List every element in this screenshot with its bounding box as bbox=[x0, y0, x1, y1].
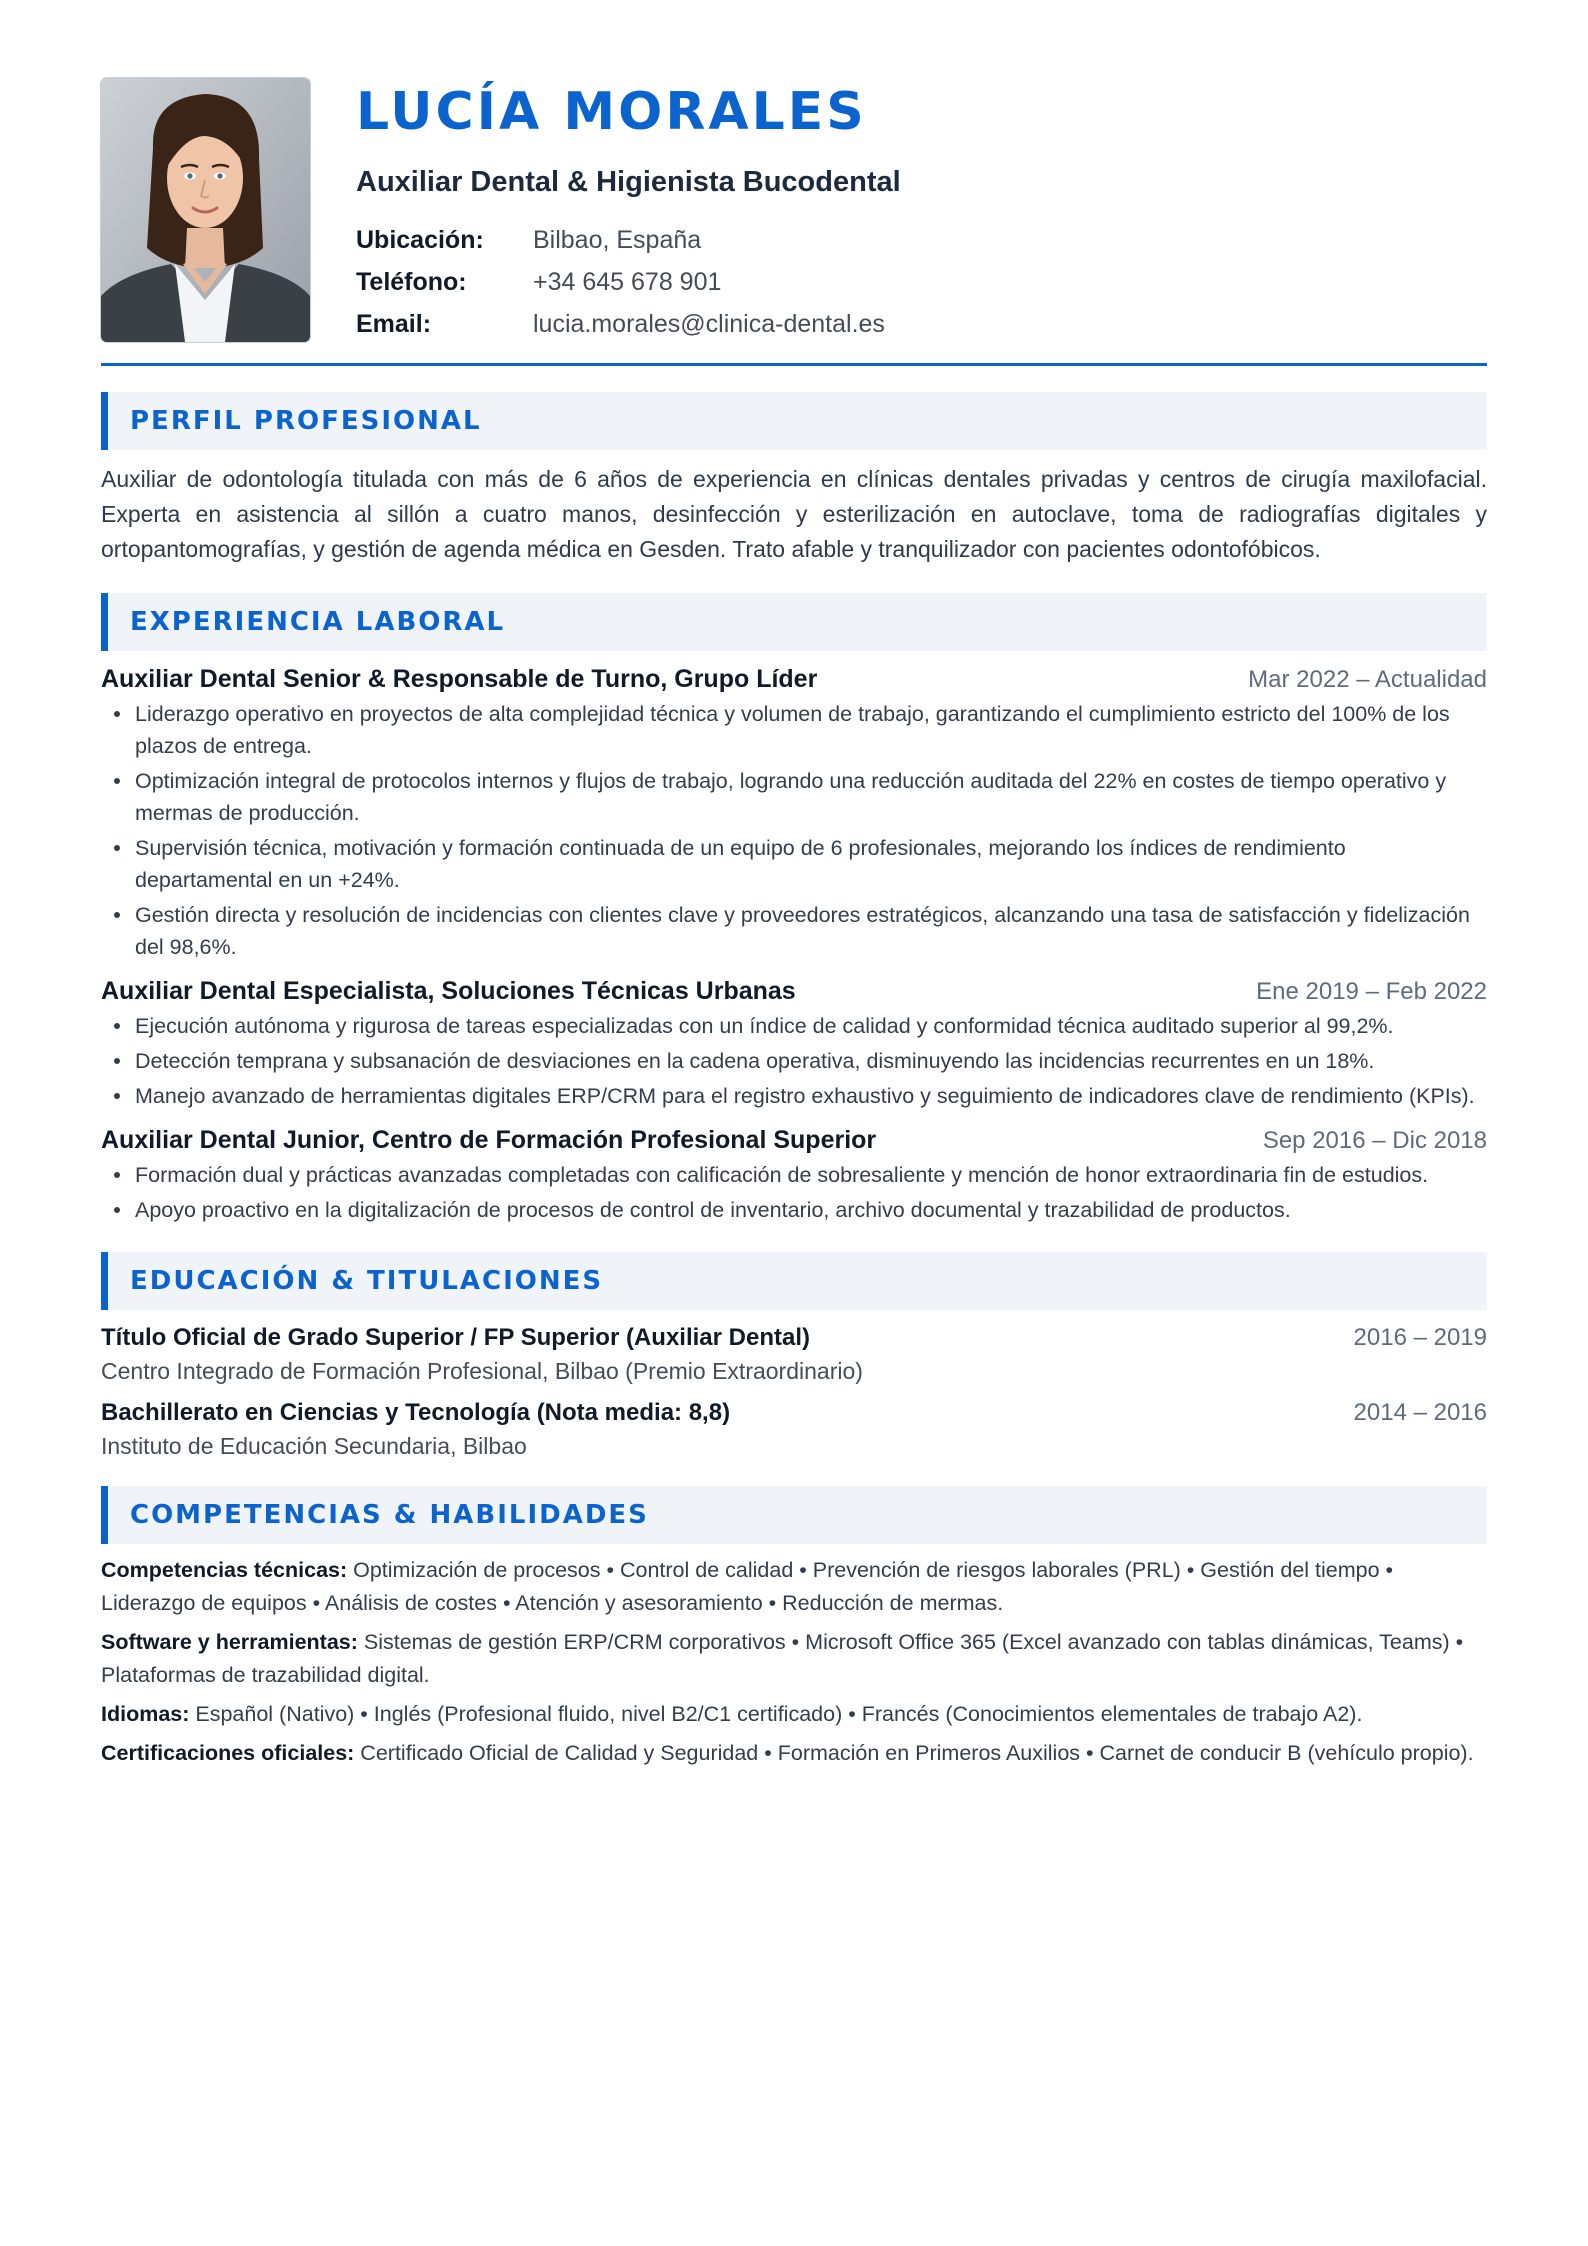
section-title: PERFIL PROFESIONAL bbox=[130, 406, 482, 436]
job-bullet: Manejo avanzado de herramientas digitales ERP/CRM para el registro exhaustivo y seguimiento de indicadores clave de rendimiento (KPIs). bbox=[101, 1080, 1487, 1112]
section-header-skills bbox=[101, 1486, 1487, 1544]
education-header bbox=[101, 1399, 1487, 1427]
job-bullet: Apoyo proactivo en la digitalización de procesos de control de inventario, archivo documental y trazabilidad de productos. bbox=[101, 1194, 1487, 1226]
contact-block bbox=[356, 219, 901, 345]
job-title: Auxiliar Dental Especialista, Soluciones Técnicas Urbanas bbox=[101, 977, 796, 1005]
skill-item bbox=[101, 1698, 1487, 1731]
job-date: Ene 2019 – Feb 2022 bbox=[1256, 978, 1487, 1005]
job-date: Sep 2016 – Dic 2018 bbox=[1262, 1127, 1487, 1154]
education-date: 2014 – 2016 bbox=[1353, 1399, 1487, 1426]
education-date: 2016 – 2019 bbox=[1353, 1324, 1487, 1351]
job-entry bbox=[101, 977, 1487, 1112]
candidate-name: LUCÍA MORALES bbox=[356, 82, 867, 142]
contact-label: Ubicación: bbox=[356, 226, 484, 254]
job-header bbox=[101, 1126, 1487, 1155]
skill-text: Optimización de procesos • Control de calidad • Prevención de riesgos laborales (PRL) • Gestión del tiempo • Liderazgo de equipos • Análisis de costes • Atención y asesoramiento • Reducción de mermas. bbox=[101, 1558, 1394, 1615]
profile-photo bbox=[101, 78, 310, 342]
skill-label: Software y herramientas: bbox=[101, 1630, 358, 1654]
section-title: COMPETENCIAS & HABILIDADES bbox=[130, 1500, 649, 1530]
portrait-image bbox=[101, 78, 310, 342]
education-entry bbox=[101, 1324, 1487, 1385]
contact-value: +34 645 678 901 bbox=[533, 268, 722, 296]
skill-text: Certificado Oficial de Calidad y Seguridad • Formación en Primeros Auxilios • Carnet de conducir B (vehículo propio). bbox=[354, 1741, 1474, 1765]
education-place: Centro Integrado de Formación Profesional, Bilbao (Premio Extraordinario) bbox=[101, 1358, 863, 1384]
skill-text: Sistemas de gestión ERP/CRM corporativos • Microsoft Office 365 (Excel avanzado con tablas dinámicas, Teams) • Plataformas de trazabilidad digital. bbox=[101, 1630, 1464, 1687]
job-entry bbox=[101, 665, 1487, 963]
job-bullet: Liderazgo operativo en proyectos de alta complejidad técnica y volumen de trabajo, garantizando el cumplimiento estricto del 100% de los plazos de entrega. bbox=[101, 698, 1487, 762]
resume-header bbox=[101, 78, 1487, 366]
skill-label: Competencias técnicas: bbox=[101, 1558, 348, 1582]
job-bullets bbox=[101, 1010, 1487, 1112]
job-bullet: Supervisión técnica, motivación y formación continuada de un equipo de 6 profesionales, mejorando los índices de rendimiento departamental en un +24%. bbox=[101, 832, 1487, 896]
education-title: Bachillerato en Ciencias y Tecnología (Nota media: 8,8) bbox=[101, 1399, 731, 1426]
contact-row-email bbox=[356, 303, 901, 345]
skill-item bbox=[101, 1554, 1487, 1620]
job-bullet: Ejecución autónoma y rigurosa de tareas especializadas con un índice de calidad y conformidad técnica auditado superior al 99,2%. bbox=[101, 1010, 1487, 1042]
job-title: Auxiliar Dental Senior & Responsable de Turno, Grupo Líder bbox=[101, 665, 818, 693]
job-entry bbox=[101, 1126, 1487, 1226]
skill-item bbox=[101, 1737, 1487, 1770]
contact-row-phone bbox=[356, 261, 901, 303]
job-bullet: Formación dual y prácticas avanzadas completadas con calificación de sobresaliente y mención de honor extraordinaria fin de estudios. bbox=[101, 1159, 1487, 1191]
job-bullet: Optimización integral de protocolos internos y flujos de trabajo, logrando una reducción auditada del 22% en costes de tiempo operativo y mermas de producción. bbox=[101, 765, 1487, 829]
contact-label: Email: bbox=[356, 310, 432, 338]
education-place: Instituto de Educación Secundaria, Bilbao bbox=[101, 1433, 527, 1459]
skill-item bbox=[101, 1626, 1487, 1692]
job-header bbox=[101, 665, 1487, 694]
candidate-role: Auxiliar Dental & Higienista Bucodental bbox=[356, 166, 901, 198]
education-header bbox=[101, 1324, 1487, 1352]
contact-value: lucia.morales@clinica-dental.es bbox=[533, 310, 885, 338]
skills-list bbox=[101, 1554, 1487, 1770]
skill-text: Español (Nativo) • Inglés (Profesional fluido, nivel B2/C1 certificado) • Francés (Conocimientos elementales de trabajo A2). bbox=[189, 1702, 1363, 1726]
section-header-education bbox=[101, 1252, 1487, 1310]
header-info bbox=[356, 78, 901, 345]
section-title: EXPERIENCIA LABORAL bbox=[130, 607, 506, 637]
job-date: Mar 2022 – Actualidad bbox=[1248, 666, 1487, 693]
section-title: EDUCACIÓN & TITULACIONES bbox=[130, 1266, 604, 1296]
job-header bbox=[101, 977, 1487, 1006]
education-title: Título Oficial de Grado Superior / FP Superior (Auxiliar Dental) bbox=[101, 1324, 810, 1351]
contact-label: Teléfono: bbox=[356, 268, 467, 296]
job-title: Auxiliar Dental Junior, Centro de Formación Profesional Superior bbox=[101, 1126, 877, 1154]
contact-row-location bbox=[356, 219, 901, 261]
job-bullets bbox=[101, 1159, 1487, 1226]
education-entry bbox=[101, 1399, 1487, 1460]
job-bullet: Gestión directa y resolución de incidencias con clientes clave y proveedores estratégicos, alcanzando una tasa de satisfacción y fidelización del 98,6%. bbox=[101, 899, 1487, 963]
contact-value: Bilbao, España bbox=[533, 226, 702, 254]
job-bullet: Detección temprana y subsanación de desviaciones en la cadena operativa, disminuyendo las incidencias recurrentes en un 18%. bbox=[101, 1045, 1487, 1077]
profile-summary: Auxiliar de odontología titulada con más de 6 años de experiencia en clínicas dentales privadas y centros de cirugía maxilofacial. Experta en asistencia al sillón a cuatro manos, desinfección y esterilización en autoclave, toma de radiografías digitales y ortopantomografías, y gestión de agenda médica en Gesden. Trato afable y tranquilizador con pacientes odontofóbicos. bbox=[101, 466, 1487, 562]
job-bullets bbox=[101, 698, 1487, 963]
skill-label: Idiomas: bbox=[101, 1702, 190, 1726]
skill-label: Certificaciones oficiales: bbox=[101, 1741, 355, 1765]
section-header-experience bbox=[101, 593, 1487, 651]
section-header-profile bbox=[101, 392, 1487, 450]
